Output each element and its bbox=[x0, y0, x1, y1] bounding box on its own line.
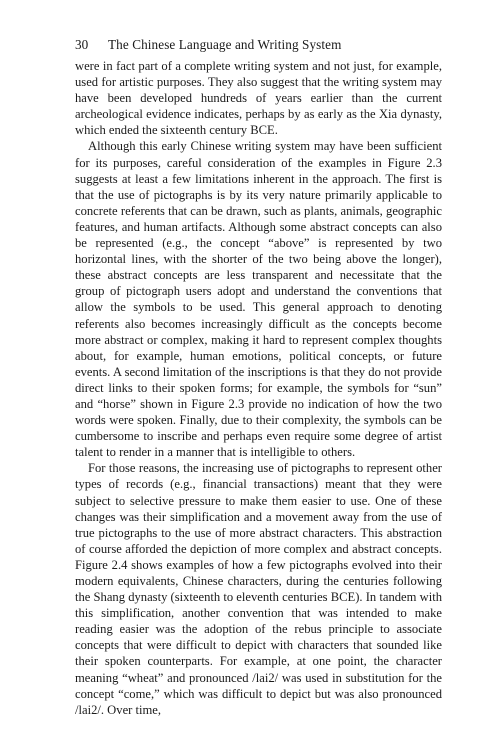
running-title: The Chinese Language and Writing System bbox=[108, 37, 342, 52]
paragraph-3: For those reasons, the increasing use of pictographs to represent other types of records (e.g., financial transactions) meant that they were subject to selective pressure to make them easier to use. One of these changes was their simplification and a movement away from the use of true pictographs to the use of more abstract characters. This abstraction of course afforded the depiction of more complex and abstract concepts. Figure 2.4 shows examples of how a few pictographs evolved into their modern equivalents, Chinese characters, during the centuries following the Shang dynasty (sixteenth to eleventh centuries BCE). In tandem with this simplification, another convention that was intended to make reading easier was the adoption of the rebus principle to associate concepts that were difficult to depict with characters that sounded like their spoken counterparts. For example, at one point, the character meaning “wheat” and pronounced /lai2/ was used in substitution for the concept “come,” which was difficult to depict but was also pronounced /lai2/. Over time, bbox=[75, 461, 442, 717]
page-number: 30 bbox=[75, 37, 89, 52]
body-text bbox=[75, 58, 442, 718]
paragraph-1: were in fact part of a complete writing system and not just, for example, used for artistic purposes. They also suggest that the writing system may have been developed hundreds of years earlier than the current archeological evidence indicates, perhaps by as early as the Xia dynasty, which ended the sixteenth century BCE. bbox=[75, 59, 442, 138]
paragraph-2: Although this early Chinese writing system may have been sufficient for its purposes, careful consideration of the examples in Figure 2.3 suggests at least a few limitations inherent in the approach. The first is that the use of pictographs is by its very nature primarily applicable to concrete referents that can be drawn, such as plants, animals, geographic features, and human artifacts. Although some abstract concepts can also be represented (e.g., the concept “above” is represented by two horizontal lines, with the shorter of the two being above the longer), these abstract concepts are less transparent and necessitate that the group of pictograph users adopt and understand the conventions that allow the symbols to be used. This general approach to denoting referents also becomes increasingly difficult as the concepts become more abstract or complex, making it hard to represent complex thoughts about, for example, human emotions, political concepts, or future events. A second limitation of the inscriptions is that they do not provide direct links to their spoken forms; for example, the symbols for “sun” and “horse” shown in Figure 2.3 provide no indication of how the two words were spoken. Finally, due to their complexity, the symbols can be cumbersome to inscribe and perhaps even require some degree of artist talent to render in a manner that is intelligible to others. bbox=[75, 139, 442, 460]
book-page bbox=[75, 36, 442, 718]
running-header bbox=[75, 36, 442, 54]
